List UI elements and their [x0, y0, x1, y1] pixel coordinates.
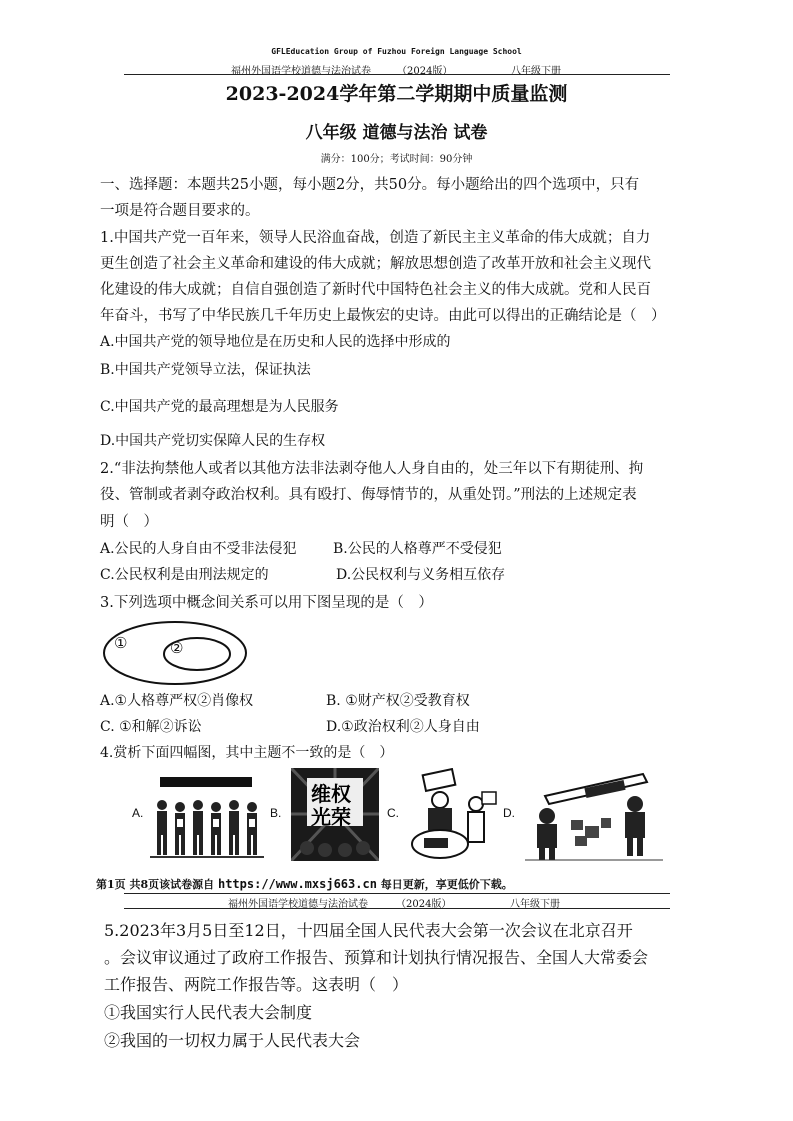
q1-option-c: C.中国共产党的最高理想是为人民服务: [100, 399, 339, 415]
q1-stem-line: 年奋斗，书写了中华民族几千年历史上最恢宏的史诗。由此可以得出的正确结论是（ ）: [100, 308, 666, 324]
q2-option-c: C.公民权利是由刑法规定的: [100, 567, 269, 583]
q4-label-a: A.: [132, 806, 144, 820]
q5-statement-1: ①我国实行人民代表大会制度: [104, 1003, 313, 1022]
source-text: 该试卷源自: [159, 878, 215, 891]
q1-option-b: B.中国共产党领导立法，保证执法: [100, 362, 311, 378]
q3-option-d: D.①政治权利②人身自由: [326, 719, 480, 735]
exam-title: 2023-2024学年第二学期期中质量监测: [225, 83, 568, 105]
section-heading: 一、选择题：本题共25小题，每小题2分，共50分。每小题给出的四个选项中，只有: [100, 177, 640, 193]
header-rule: [124, 74, 670, 75]
q3-option-c: C. ①和解②诉讼: [100, 719, 202, 735]
q1-stem-line: 更生创造了社会主义革命和建设的伟大成就；解放思想创造了改革开放和社会主义现代: [100, 256, 651, 272]
footer-tail: 每日更新，享更低价下载。: [380, 878, 513, 891]
source-link[interactable]: https://www.mxsj663.cn: [217, 877, 377, 891]
q4-label-b: B.: [270, 806, 282, 820]
q4-label-d: D.: [503, 806, 515, 820]
picture-a-people-queue: [150, 775, 264, 863]
page-number: 第1页 共8页: [96, 878, 160, 891]
picture-b-text-2: 光荣: [311, 805, 351, 829]
q2-stem-line: 明（ ）: [100, 514, 158, 530]
header-rule-2: [124, 893, 670, 894]
q3-stem: 3.下列选项中概念间关系可以用下图呈现的是（ ）: [100, 595, 433, 611]
q2-option-a: A.公民的人身自由不受非法侵犯: [100, 541, 297, 557]
picture-b-rights-poster: [291, 768, 379, 861]
q4-label-c: C.: [387, 806, 399, 820]
school-english-name: GFLEducation Group of Fuzhou Foreign Language School: [271, 47, 522, 56]
q2-stem-line: 役、管制或者剥夺政治权利。具有殴打、侮辱情节的，从重处罚。”刑法的上述规定表: [100, 487, 637, 503]
exam-subtitle: 八年级 道德与法治 试卷: [305, 123, 488, 143]
q3-option-b: B. ①财产权②受教育权: [326, 693, 470, 709]
q1-option-a: A.中国共产党的领导地位是在历史和人民的选择中形成的: [100, 334, 451, 350]
q5-stem-line: 工作报告、两院工作报告等。这表明（ ）: [104, 975, 409, 994]
q2-option-b: B.公民的人格尊严不受侵犯: [333, 541, 502, 557]
q2-option-d: D.公民权利与义务相互依存: [336, 567, 506, 583]
picture-b-text-1: 维权: [311, 782, 351, 806]
grade-term: 八年级下册: [511, 66, 561, 77]
page-footer: [96, 876, 513, 892]
picture-c-cartoon: [402, 768, 500, 860]
q2-stem-line: 2.“非法拘禁他人或者以其他方法非法剥夺他人人身自由的，处三年以下有期徒刑、拘: [100, 461, 644, 477]
q3-option-a: A.①人格尊严权②肖像权: [100, 693, 254, 709]
q4-stem: 4.赏析下面四幅图，其中主题不一致的是（ ）: [100, 745, 394, 761]
venn-label-outer: ①: [114, 634, 128, 652]
grade-term-2: 八年级下册: [510, 899, 560, 910]
venn-diagram: [102, 620, 248, 686]
exam-meta: 满分：100分；考试时间：90分钟: [320, 154, 473, 165]
edition-2: （2024版）: [396, 899, 452, 910]
section-heading-cont: 一项是符合题目要求的。: [100, 203, 260, 219]
picture-d-cartoon: [525, 770, 663, 862]
q5-stem-line: 。会议审议通过了政府工作报告、预算和计划执行情况报告、全国人大常委会: [104, 948, 649, 967]
edition: （2024版）: [397, 66, 453, 77]
exam-name: 福州外国语学校道德与法治试卷: [231, 66, 371, 77]
q1-option-d: D.中国共产党切实保障人民的生存权: [100, 433, 326, 449]
q1-stem-line: 1.中国共产党一百年来，领导人民浴血奋战，创造了新民主主义革命的伟大成就；自力: [100, 230, 651, 246]
q5-statement-2: ②我国的一切权力属于人民代表大会: [104, 1031, 361, 1050]
q1-stem-line: 化建设的伟大成就；自信自强创造了新时代中国特色社会主义的伟大成就。党和人民百: [100, 282, 651, 298]
exam-name-2: 福州外国语学校道德与法治试卷: [228, 899, 368, 910]
venn-label-inner: ②: [170, 639, 184, 657]
header-rule-3: [124, 908, 670, 909]
q5-stem-line: 5.2023年3月5日至12日，十四届全国人民代表大会第一次会议在北京召开: [104, 921, 633, 940]
